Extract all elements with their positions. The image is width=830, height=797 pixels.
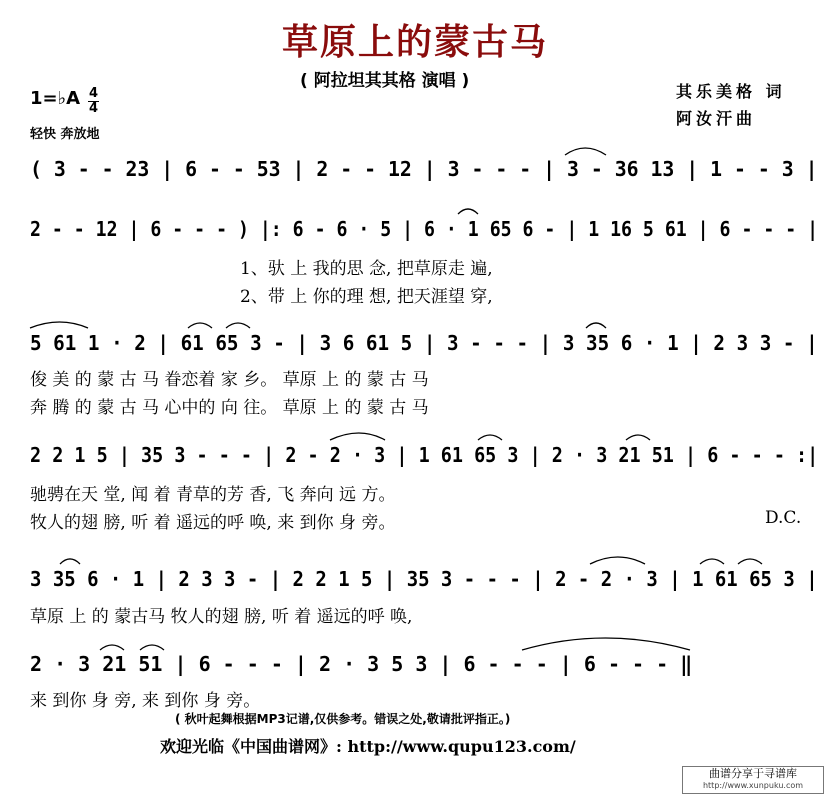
lyric-row-3-verse-2: 奔 腾 的 蒙 古 马 心中的 向 往。 草原 上 的 蒙 古 马 [30, 398, 429, 418]
notation-row-1: ( 3 - - 23 | 6 - - 53 | 2 - - 12 | 3 - - - | 3 - 36 13 | 1 - - 3 | [30, 157, 818, 181]
slur-mark [458, 209, 478, 214]
slur-mark [590, 557, 645, 564]
slur-mark [586, 323, 606, 328]
lyricist-credit: 其乐美格 词 [676, 82, 786, 101]
slur-mark [626, 435, 650, 440]
slur-mark [60, 559, 80, 564]
slur-mark [100, 645, 124, 650]
dc-marking: D.C. [765, 508, 802, 528]
lyric-row-2-verse-1: 1、驮 上 我的思 念, 把草原走 遍, [240, 259, 493, 279]
notation-row-5: 3 35 6 · 1 | 2 3 3 - | 2 2 1 5 | 35 3 - - - | 2 - 2 · 3 | 1 61 65 3 | [30, 567, 818, 591]
lyric-row-3-verse-1: 俊 美 的 蒙 古 马 眷恋着 家 乡。 草原 上 的 蒙 古 马 [30, 370, 429, 390]
lyric-row-4-verse-2: 牧人的翅 膀, 听 着 遥远的呼 唤, 来 到你 身 旁。 [30, 513, 396, 533]
lyric-row-4-verse-1: 驰骋在天 堂, 闻 着 青草的芳 香, 飞 奔向 远 方。 [30, 485, 396, 505]
time-sig-numerator: 4 [88, 86, 99, 101]
slur-mark [565, 148, 606, 155]
notation-row-4: 2 2 1 5 | 35 3 - - - | 2 - 2 · 3 | 1 61 65 3 | 2 · 3 21 51 | 6 - - - :| [30, 443, 819, 467]
slur-mark [330, 433, 385, 440]
performer-credit: ( 阿拉坦其其格 演唱 ) [300, 71, 470, 91]
slur-mark [188, 323, 212, 328]
tie-mark [522, 638, 690, 650]
notation-row-2: 2 - - 12 | 6 - - - ) |: 6 - 6 · 5 | 6 · 1 65 6 - | 1 16 5 61 | 6 - - - | [30, 217, 819, 241]
slur-mark [30, 322, 88, 328]
key-signature: 1=♭A [30, 88, 81, 109]
song-title: 草原上的蒙古马 [281, 21, 548, 63]
composer-credit: 阿汝汗曲 [676, 109, 757, 128]
slur-mark [140, 645, 164, 650]
slur-mark [700, 559, 724, 564]
site-welcome: 欢迎光临《中国曲谱网》: http://www.qupu123.com/ [160, 737, 576, 756]
time-sig-denominator: 4 [88, 101, 99, 116]
lyric-row-6: 来 到你 身 旁, 来 到你 身 旁。 [30, 691, 261, 711]
watermark-line-2: http://www.xunpuku.com [702, 781, 804, 790]
lyric-row-5: 草原 上 的 蒙古马 牧人的翅 膀, 听 着 遥远的呼 唤, [30, 607, 413, 627]
watermark-line-1: 曲谱分享于寻谱库 [709, 767, 797, 780]
notation-row-6: 2 · 3 21 51 | 6 - - - | 2 · 3 5 3 | 6 - - - | 6 - - - ‖ [30, 652, 693, 676]
lyric-row-2-verse-2: 2、带 上 你的理 想, 把天涯望 穿, [240, 287, 493, 307]
slur-mark [738, 559, 762, 564]
slur-mark [226, 323, 250, 328]
tempo-marking: 轻快 奔放地 [30, 127, 100, 142]
slur-mark [478, 435, 502, 440]
transcriber-footnote: ( 秋叶起舞根据MP3记谱,仅供参考。错误之处,敬请批评指正。) [175, 712, 511, 726]
notation-row-3: 5 61 1 · 2 | 61 65 3 - | 3 6 61 5 | 3 - - - | 3 35 6 · 1 | 2 3 3 - | [30, 331, 818, 355]
